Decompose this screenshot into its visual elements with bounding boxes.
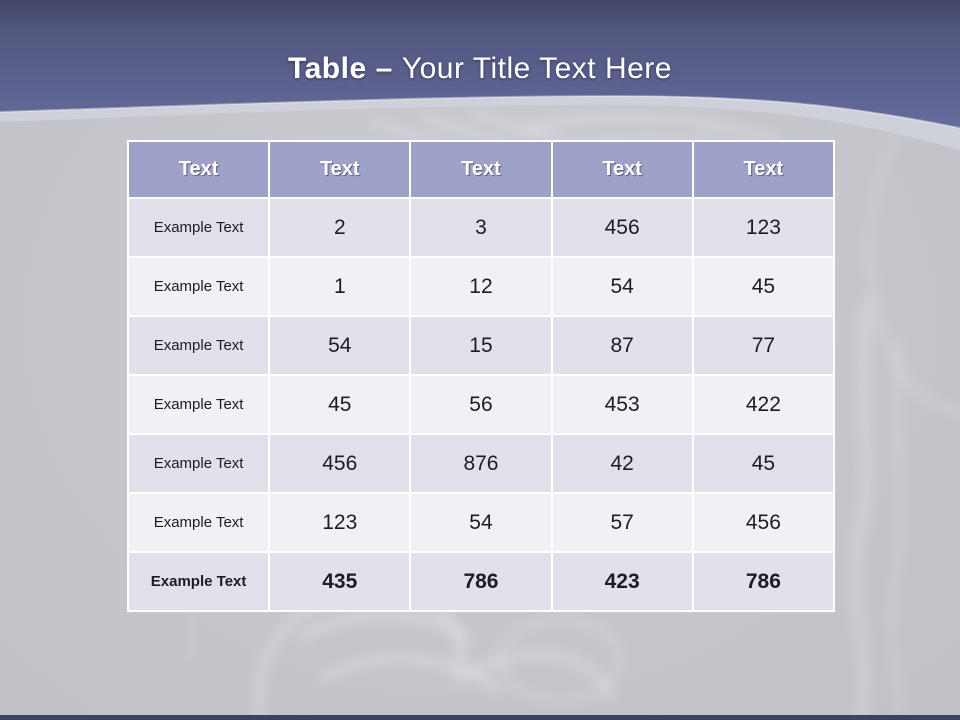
- value-cell: 786: [411, 553, 550, 610]
- value-cell: 45: [270, 376, 409, 433]
- value-cell: 123: [694, 199, 833, 256]
- value-cell: 45: [694, 435, 833, 492]
- table-row: [129, 317, 833, 374]
- row-label-cell: Example Text: [129, 258, 268, 315]
- value-cell: 54: [270, 317, 409, 374]
- value-cell: 45: [694, 258, 833, 315]
- column-header: Text: [270, 142, 409, 197]
- slide-title: [0, 52, 960, 86]
- row-label-cell: Example Text: [129, 494, 268, 551]
- value-cell: 456: [553, 199, 692, 256]
- table-row: [129, 199, 833, 256]
- value-cell: 54: [553, 258, 692, 315]
- value-cell: 435: [270, 553, 409, 610]
- value-cell: 876: [411, 435, 550, 492]
- value-cell: 123: [270, 494, 409, 551]
- column-header: Text: [411, 142, 550, 197]
- value-cell: 2: [270, 199, 409, 256]
- row-label-cell: Example Text: [129, 317, 268, 374]
- table-row: [129, 494, 833, 551]
- column-header: Text: [129, 142, 268, 197]
- value-cell: 456: [694, 494, 833, 551]
- data-table: [127, 140, 835, 612]
- value-cell: 1: [270, 258, 409, 315]
- slide-title-text: Your Title Text Here: [401, 52, 672, 85]
- table-header-row: [129, 142, 833, 197]
- value-cell: 54: [411, 494, 550, 551]
- value-cell: 15: [411, 317, 550, 374]
- table-row: [129, 376, 833, 433]
- value-cell: 423: [553, 553, 692, 610]
- value-cell: 453: [553, 376, 692, 433]
- table-row: [129, 435, 833, 492]
- value-cell: 456: [270, 435, 409, 492]
- row-label-cell: Example Text: [129, 199, 268, 256]
- value-cell: 422: [694, 376, 833, 433]
- column-header: Text: [553, 142, 692, 197]
- value-cell: 786: [694, 553, 833, 610]
- table-total-row: [129, 553, 833, 610]
- value-cell: 56: [411, 376, 550, 433]
- row-label-cell: Example Text: [129, 376, 268, 433]
- value-cell: 77: [694, 317, 833, 374]
- row-label-cell: Example Text: [129, 553, 268, 610]
- value-cell: 57: [553, 494, 692, 551]
- row-label-cell: Example Text: [129, 435, 268, 492]
- column-header: Text: [694, 142, 833, 197]
- slide-title-keyword: Table: [288, 52, 367, 85]
- value-cell: 3: [411, 199, 550, 256]
- table-row: [129, 258, 833, 315]
- value-cell: 87: [553, 317, 692, 374]
- slide-title-separator: –: [375, 52, 393, 85]
- bottom-accent-bar: [0, 715, 960, 720]
- value-cell: 42: [553, 435, 692, 492]
- value-cell: 12: [411, 258, 550, 315]
